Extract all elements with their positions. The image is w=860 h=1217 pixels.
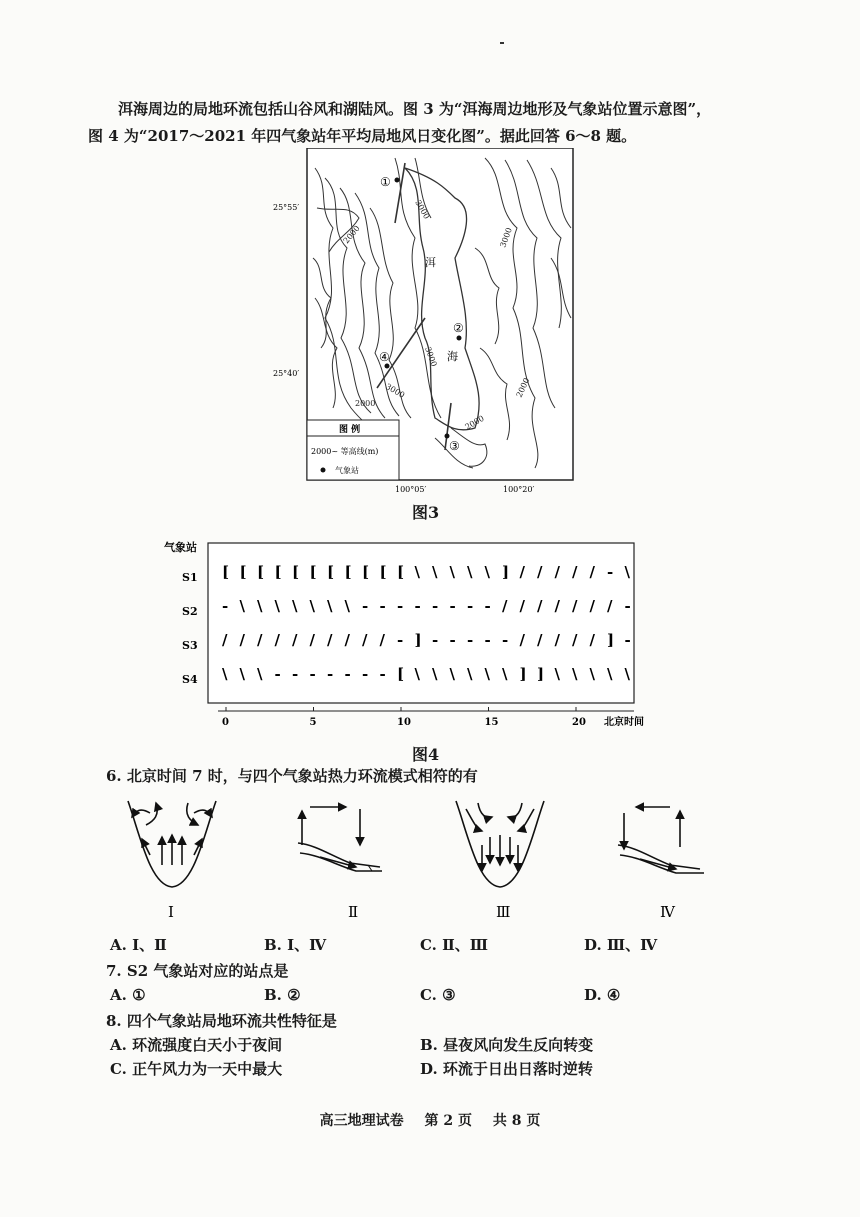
q6-option-d[interactable]: D. Ⅲ、Ⅳ	[584, 936, 658, 954]
wind-barb-s1-h7: [	[344, 563, 352, 581]
wind-barb-s2-h12: -	[432, 597, 439, 615]
wind-barb-s2-h5: \	[309, 597, 315, 615]
wind-barb-s2-h7: \	[344, 597, 350, 615]
station-label-s4: S4	[182, 673, 198, 686]
wind-barb-s3-h0: /	[222, 631, 228, 649]
wind-barb-s3-h20: /	[572, 631, 578, 649]
wind-barb-s4-h11: \	[414, 665, 420, 683]
x-tick-label: 15	[484, 717, 499, 728]
wind-barb-s4-h22: \	[607, 665, 613, 683]
wind-barb-s2-h11: -	[414, 597, 421, 615]
wind-barb-s4-h1: \	[239, 665, 245, 683]
wind-barb-s4-h23: \	[624, 665, 630, 683]
wind-barb-s4-h21: \	[589, 665, 595, 683]
wind-barb-s2-h18: /	[537, 597, 543, 615]
wind-barb-s3-h13: -	[449, 631, 456, 649]
diagram-label-ii: Ⅱ	[348, 903, 359, 921]
wind-barb-s1-h20: /	[572, 563, 578, 581]
contour-label: 3000	[423, 345, 439, 368]
wind-barb-s4-h6: -	[327, 665, 334, 683]
wind-barb-s2-h9: -	[379, 597, 386, 615]
wind-barb-s3-h19: /	[554, 631, 560, 649]
footer-subject: 高三地理试卷	[319, 1113, 404, 1129]
wind-barb-s3-h11: ]	[414, 631, 422, 649]
wind-barb-s2-h10: -	[397, 597, 404, 615]
wind-barb-s3-h18: /	[537, 631, 543, 649]
wind-barb-s2-h3: \	[274, 597, 280, 615]
wind-barb-s1-h12: \	[432, 563, 438, 581]
wind-barb-s4-h8: -	[362, 665, 369, 683]
wind-barb-s1-h17: /	[519, 563, 525, 581]
wind-barb-s4-h16: \	[502, 665, 508, 683]
diagram-iii	[456, 801, 544, 887]
wind-barb-s3-h12: -	[432, 631, 439, 649]
wind-barb-s2-h20: /	[572, 597, 578, 615]
diagram-i	[128, 801, 216, 887]
wind-barb-s4-h13: \	[449, 665, 455, 683]
wind-barb-s3-h17: /	[519, 631, 525, 649]
question-6-stem: 6. 北京时间 7 时，与四个气象站热力环流模式相符的有	[106, 767, 478, 785]
wind-barb-s1-h10: [	[397, 563, 405, 581]
q6-option-b[interactable]: B. Ⅰ、Ⅳ	[264, 936, 327, 954]
wind-barb-s1-h23: \	[624, 563, 630, 581]
wind-barb-s1-h19: /	[554, 563, 560, 581]
wind-barb-s4-h18: ]	[537, 665, 545, 683]
wind-barb-s3-h10: -	[397, 631, 404, 649]
wind-barb-s4-h19: \	[554, 665, 560, 683]
x-tick-label: 10	[397, 717, 411, 728]
q6-option-a[interactable]: A. Ⅰ、Ⅱ	[110, 936, 167, 954]
wind-barb-s2-h8: -	[362, 597, 369, 615]
map-legend	[307, 420, 399, 480]
q8-option-c[interactable]: C. 正午风力为一天中最大	[110, 1060, 283, 1078]
wind-barb-s4-h4: -	[292, 665, 299, 683]
circulation-diagrams	[110, 795, 750, 925]
wind-barb-s1-h22: -	[607, 563, 614, 581]
wind-barb-s3-h7: /	[344, 631, 350, 649]
wind-barb-s2-h23: -	[624, 597, 631, 615]
wind-barb-s1-h3: [	[274, 563, 282, 581]
svg-text:②: ②	[453, 321, 464, 335]
question-8-stem: 8. 四个气象站局地环流共性特征是	[106, 1012, 337, 1030]
contour-label: 3000	[498, 226, 514, 249]
q8-option-a[interactable]: A. 环流强度白天小于夜间	[110, 1036, 283, 1054]
wind-barb-s2-h21: /	[589, 597, 595, 615]
wind-barb-s4-h5: -	[309, 665, 316, 683]
wind-barb-s3-h8: /	[362, 631, 368, 649]
wind-barb-s2-h4: \	[292, 597, 298, 615]
station-label-s3: S3	[182, 639, 198, 652]
footer-page: 第 2 页	[424, 1113, 472, 1129]
wind-barb-s1-h4: [	[292, 563, 300, 581]
svg-text:图 例: 图 例	[339, 425, 361, 435]
wind-barb-s1-h15: \	[484, 563, 490, 581]
q8-option-b[interactable]: B. 昼夜风向发生反向转变	[420, 1036, 594, 1054]
wind-barb-s3-h14: -	[467, 631, 474, 649]
wind-barb-s3-h5: /	[309, 631, 315, 649]
wind-barb-s1-h6: [	[327, 563, 335, 581]
footer-total: 共 8 页	[492, 1113, 541, 1129]
diagram-label-iii: Ⅲ	[496, 903, 511, 921]
wind-barb-s3-h23: -	[624, 631, 631, 649]
wind-barb-s4-h7: -	[344, 665, 351, 683]
wind-barb-s4-h9: -	[379, 665, 386, 683]
x-tick-label: 20	[572, 717, 586, 728]
wind-barb-s2-h2: \	[257, 597, 263, 615]
wind-barb-s3-h9: /	[379, 631, 385, 649]
svg-text:④: ④	[379, 350, 390, 364]
wind-barb-s1-h2: [	[257, 563, 265, 581]
question-7-stem: 7. S2 气象站对应的站点是	[106, 962, 289, 980]
wind-barb-s3-h6: /	[327, 631, 333, 649]
intro-line-2: 图 4 为“2017～2021 年四气象站年平均局地风日变化图”。据此回答 6～8 题。	[88, 127, 637, 145]
contour-label: 3000	[413, 198, 432, 221]
wind-barb-s1-h5: [	[309, 563, 317, 581]
contour-label: 2000	[463, 413, 486, 432]
wind-barb-s4-h12: \	[432, 665, 438, 683]
wind-barb-s3-h2: /	[257, 631, 263, 649]
wind-barb-s2-h13: -	[449, 597, 456, 615]
figure-4-caption: 图4	[412, 745, 440, 764]
wind-barb-s3-h16: -	[502, 631, 509, 649]
q7-option-c[interactable]: C. ③	[420, 986, 456, 1004]
contour-label: 2000	[341, 223, 362, 246]
wind-barb-s1-h16: ]	[502, 563, 510, 581]
contour-label: 2000	[514, 376, 532, 399]
lake-name-2: 海	[447, 350, 458, 363]
diagram-iv	[618, 807, 704, 873]
figure-3-caption: 图3	[412, 503, 440, 522]
lat-label-top: 25°55′	[273, 203, 300, 212]
wind-barb-s4-h17: ]	[519, 665, 527, 683]
x-tick-label: 0	[222, 717, 229, 728]
station-label-s2: S2	[182, 605, 198, 618]
q7-option-d[interactable]: D. ④	[584, 986, 621, 1004]
diagram-label-iv: Ⅳ	[660, 903, 675, 921]
wind-barb-s2-h14: -	[467, 597, 474, 615]
wind-barb-s1-h13: \	[449, 563, 455, 581]
intro-line-1: 洱海周边的局地环流包括山谷风和湖陆风。图 3 为“洱海周边地形及气象站位置示意图”，	[118, 100, 712, 118]
svg-text:2000~ 等高线(m): 2000~ 等高线(m)	[311, 447, 379, 456]
svg-text:①: ①	[380, 175, 391, 189]
diagram-label-i: Ⅰ	[168, 903, 174, 921]
wind-barb-s4-h2: \	[257, 665, 263, 683]
wind-barb-s4-h3: -	[274, 665, 281, 683]
q7-option-b[interactable]: B. ②	[264, 986, 301, 1004]
wind-barb-s4-h14: \	[467, 665, 473, 683]
wind-barb-s2-h17: /	[519, 597, 525, 615]
svg-text:气象站: 气象站	[335, 466, 359, 475]
lon-label-right: 100°20′	[503, 485, 535, 494]
wind-barb-s2-h6: \	[327, 597, 333, 615]
wind-chart-x-unit: 北京时间	[604, 717, 644, 728]
wind-barb-s3-h1: /	[239, 631, 245, 649]
wind-barb-s1-h21: /	[589, 563, 595, 581]
wind-barb-s2-h1: \	[239, 597, 245, 615]
contour-label: 2000	[355, 399, 376, 408]
wind-barb-s1-h0: [	[222, 563, 230, 581]
contour-label: 3000	[384, 381, 407, 400]
wind-barb-s1-h11: \	[414, 563, 420, 581]
wind-barb-s3-h21: /	[589, 631, 595, 649]
wind-barb-s4-h15: \	[484, 665, 490, 683]
wind-barb-s1-h1: [	[239, 563, 247, 581]
wind-barb-s4-h0: \	[222, 665, 228, 683]
wind-barb-s4-h20: \	[572, 665, 578, 683]
wind-barb-s1-h9: [	[379, 563, 387, 581]
lat-label-bottom: 25°40′	[273, 369, 300, 378]
q7-option-a[interactable]: A. ①	[110, 986, 146, 1004]
wind-barb-s3-h4: /	[292, 631, 298, 649]
station-label-s1: S1	[182, 571, 198, 584]
q6-option-c[interactable]: C. Ⅱ、Ⅲ	[420, 936, 489, 954]
lake-name-1: 洱	[425, 256, 436, 269]
diagram-ii	[298, 807, 382, 871]
wind-barb-s1-h14: \	[467, 563, 473, 581]
wind-chart-y-title: 气象站	[164, 541, 197, 554]
wind-chart	[160, 535, 690, 735]
x-tick-label: 5	[309, 717, 317, 728]
wind-barb-s2-h0: -	[222, 597, 229, 615]
wind-barb-s1-h18: /	[537, 563, 543, 581]
wind-barb-s2-h19: /	[554, 597, 560, 615]
wind-barb-s3-h15: -	[484, 631, 491, 649]
wind-barb-s4-h10: [	[397, 665, 405, 683]
wind-barb-s1-h8: [	[362, 563, 370, 581]
wind-barb-s3-h22: ]	[607, 631, 615, 649]
wind-barb-s2-h16: /	[502, 597, 508, 615]
page-footer	[0, 1110, 860, 1130]
terrain-map	[255, 148, 585, 498]
svg-text:③: ③	[449, 439, 460, 453]
wind-barb-s2-h22: /	[607, 597, 613, 615]
q8-option-d[interactable]: D. 环流于日出日落时逆转	[420, 1060, 593, 1078]
lon-label-left: 100°05′	[395, 485, 427, 494]
intro-paragraph	[88, 96, 788, 150]
wind-barb-s2-h15: -	[484, 597, 491, 615]
scan-mark	[500, 42, 504, 44]
wind-barb-s3-h3: /	[274, 631, 280, 649]
